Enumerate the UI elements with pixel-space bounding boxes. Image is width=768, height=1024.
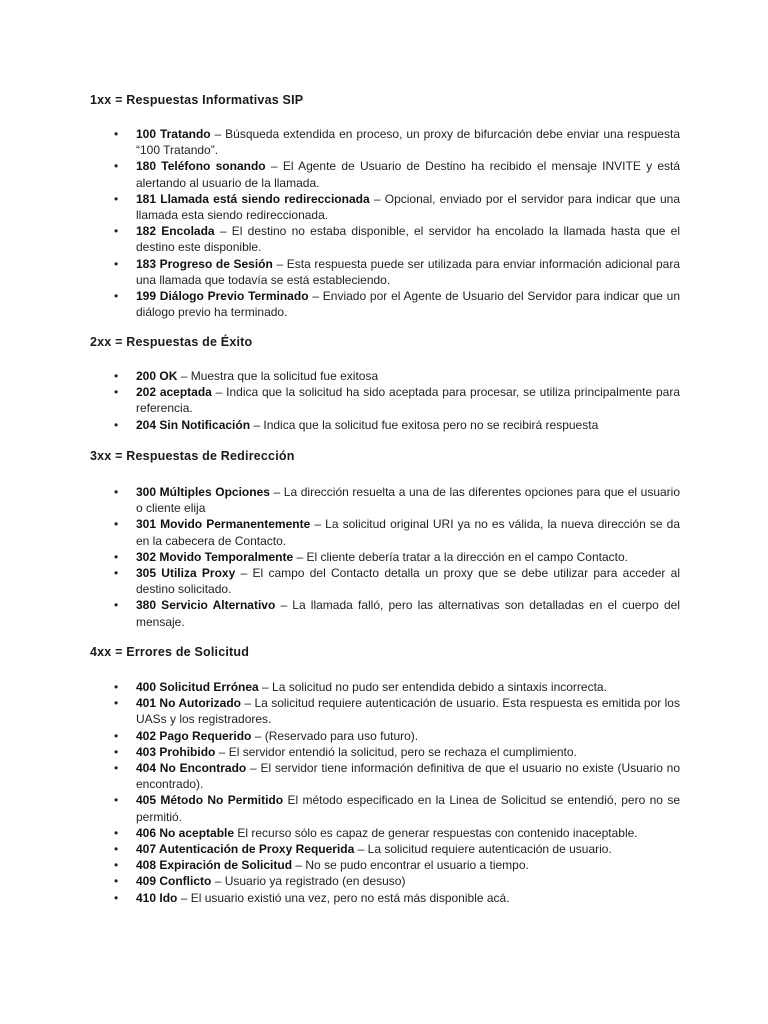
list-4xx [90, 679, 680, 906]
section-heading-1xx: 1xx = Respuestas Informativas SIP [90, 93, 304, 107]
status-code-label: 301 Movido Permanentemente [136, 517, 311, 532]
bullet-icon: • [114, 696, 119, 711]
status-code-label: 302 Movido Temporalmente [136, 549, 294, 564]
bullet-icon: • [114, 224, 119, 239]
bullet-icon: • [114, 793, 119, 808]
bullet-icon: • [114, 127, 119, 141]
bullet-icon: • [114, 485, 119, 499]
bullet-icon: • [114, 874, 119, 889]
list-item [90, 484, 680, 516]
list-item [90, 679, 680, 695]
bullet-icon: • [114, 256, 119, 271]
list-item [90, 158, 680, 190]
section-heading-3xx: 3xx = Respuestas de Redirección [90, 449, 295, 463]
bullet-icon: • [114, 680, 119, 694]
status-code-label: 204 Sin Notificación [136, 417, 251, 432]
status-description: – Búsqueda extendida en proceso, un proxy de bifurcación debe enviar una respuesta “100 Tratando”. [136, 127, 680, 158]
bullet-icon: • [114, 289, 119, 304]
bullet-icon: • [114, 191, 119, 206]
list-item [90, 695, 680, 727]
list-item [90, 256, 680, 288]
list-item [90, 126, 680, 158]
status-code-label: 406 No aceptable [136, 825, 235, 840]
list-item [90, 792, 680, 824]
status-code-label: 409 Conflicto [136, 874, 212, 889]
status-description: – Esta respuesta puede ser utilizada para enviar información adicional para una llamada que todavía se está estableciendo. [136, 256, 680, 287]
list-item [90, 597, 680, 629]
status-code-label: 182 Encolada [136, 224, 215, 239]
bullet-icon: • [114, 385, 119, 400]
status-description: El método especificado en la Linea de Solicitud se entendió, pero no se permitió. [136, 793, 680, 824]
bullet-icon: • [114, 744, 119, 759]
bullet-icon: • [114, 858, 119, 873]
status-description: – La solicitud no pudo ser entendida debido a sintaxis incorrecta. [258, 680, 607, 694]
status-code-label: 400 Solicitud Errónea [136, 680, 259, 694]
status-code-label: 183 Progreso de Sesión [136, 256, 273, 271]
status-description: – Enviado por el Agente de Usuario del Servidor para indicar que un diálogo previo ha terminado. [136, 289, 680, 320]
list-item [90, 728, 680, 744]
list-3xx [90, 484, 680, 630]
status-description: – El campo del Contacto detalla un proxy que se debe utilizar para acceder al destino solicitado. [136, 566, 680, 597]
bullet-icon: • [114, 761, 119, 776]
status-code-label: 405 Método No Permitido [136, 793, 284, 808]
bullet-icon: • [114, 825, 119, 840]
bullet-icon: • [114, 890, 119, 905]
status-description: – Usuario ya registrado (en desuso) [211, 874, 406, 889]
status-description: – Indica que la solicitud ha sido aceptada para procesar, se utiliza principalmente para referencia. [136, 385, 680, 416]
list-item [90, 191, 680, 223]
list-item [90, 384, 680, 416]
status-description: – El Agente de Usuario de Destino ha recibido el mensaje INVITE y está alertando al usuario de la llamada. [136, 159, 681, 190]
status-description: – No se pudo encontrar el usuario a tiempo. [292, 858, 529, 873]
status-description: – Muestra que la solicitud fue exitosa [177, 369, 379, 383]
status-code-label: 100 Tratando [136, 127, 211, 141]
status-code-label: 380 Servicio Alternativo [136, 598, 276, 613]
bullet-icon: • [114, 549, 119, 564]
status-description: – El servidor entendió la solicitud, pero se rechaza el cumplimiento. [215, 744, 577, 759]
status-code-label: 404 No Encontrado [136, 761, 247, 776]
status-description: – El servidor tiene información definitiva de que el usuario no existe (Usuario no encontrado). [136, 761, 680, 792]
list-item [90, 288, 680, 320]
status-description: – El cliente debería tratar a la dirección en el campo Contacto. [293, 549, 629, 564]
list-item [90, 825, 680, 841]
list-item [90, 223, 680, 255]
bullet-icon: • [114, 517, 119, 532]
list-item [90, 565, 680, 597]
status-code-label: 181 Llamada está siendo redireccionada [136, 191, 370, 206]
list-2xx [90, 368, 680, 433]
list-item [90, 873, 680, 889]
section-heading-4xx: 4xx = Errores de Solicitud [90, 645, 250, 659]
status-description: – La solicitud original URI ya no es válida, la nueva dirección se da en la cabecera de Contacto. [136, 517, 680, 548]
section-heading-2xx: 2xx = Respuestas de Éxito [90, 335, 253, 349]
status-code-label: 408 Expiración de Solicitud [136, 858, 293, 873]
bullet-icon: • [114, 566, 119, 581]
status-description: – Indica que la solicitud fue exitosa pero no se recibirá respuesta [250, 417, 599, 432]
list-item [90, 890, 680, 906]
bullet-icon: • [114, 417, 119, 432]
list-item [90, 760, 680, 792]
bullet-icon: • [114, 598, 119, 613]
status-code-label: 305 Utiliza Proxy [136, 566, 236, 581]
list-item [90, 744, 680, 760]
status-description: – El usuario existió una vez, pero no está más disponible acá. [177, 890, 510, 905]
status-code-label: 410 Ido [136, 890, 178, 905]
status-description: – (Reservado para uso futuro). [251, 728, 419, 743]
status-code-label: 403 Prohibido [136, 744, 216, 759]
status-code-label: 401 No Autorizado [136, 696, 242, 711]
status-description: – La solicitud requiere autenticación de usuario. [354, 842, 612, 857]
status-description: – La solicitud requiere autenticación de usuario. Esta respuesta es emitida por los UASs y los registradores. [136, 696, 680, 727]
status-description: El recurso sólo es capaz de generar respuestas con contenido inaceptable. [234, 825, 638, 840]
list-item [90, 516, 680, 548]
bullet-icon: • [114, 728, 119, 743]
bullet-icon: • [114, 842, 119, 857]
bullet-icon: • [114, 369, 119, 383]
bullet-icon: • [114, 159, 119, 174]
status-code-label: 202 aceptada [136, 385, 212, 400]
list-item [90, 857, 680, 873]
status-code-label: 407 Autenticación de Proxy Requerida [136, 842, 355, 857]
status-description: – El destino no estaba disponible, el servidor ha encolado la llamada hasta que el destino este disponible. [136, 224, 680, 255]
status-code-label: 180 Teléfono sonando [136, 159, 266, 174]
list-item [90, 368, 680, 384]
list-1xx [90, 126, 680, 320]
status-description: – Opcional, enviado por el servidor para indicar que una llamada esta siendo redireccionada. [136, 191, 680, 223]
status-code-label: 300 Múltiples Opciones [136, 485, 270, 499]
list-item [90, 417, 680, 433]
status-description: – La dirección resuelta a una de las diferentes opciones para que el usuario o cliente elija [136, 485, 681, 516]
status-description: – La llamada falló, pero las alternativas son detalladas en el cuerpo del mensaje. [136, 598, 680, 629]
status-code-label: 199 Diálogo Previo Terminado [136, 289, 309, 304]
status-code-label: 402 Pago Requerido [136, 728, 252, 743]
status-code-label: 200 OK [136, 369, 178, 383]
list-item [90, 841, 680, 857]
list-item [90, 549, 680, 565]
